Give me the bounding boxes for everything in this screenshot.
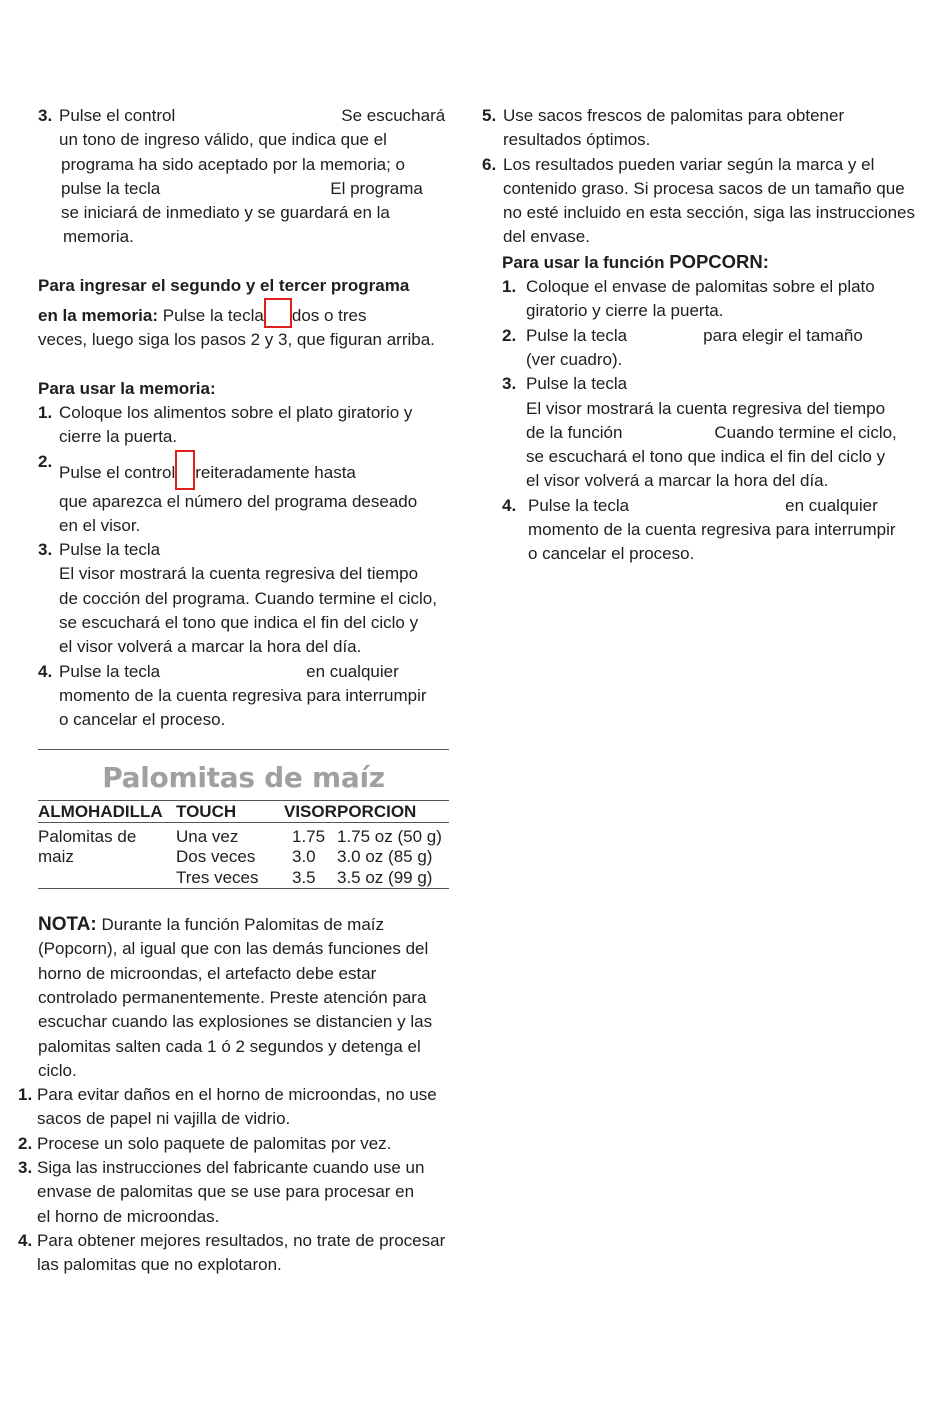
step-text: Para evitar daños en el horno de microondas, no use (37, 1085, 437, 1105)
list-item (38, 660, 456, 733)
step-text: Procese un solo paquete de palomitas por vez. (37, 1133, 392, 1153)
table-cell: 3.0 (292, 847, 316, 867)
nota-text: ciclo. (38, 1060, 77, 1080)
step-text: giratorio y cierre la puerta. (526, 301, 724, 321)
step-text: en cualquier (785, 495, 878, 515)
step-text: contenido graso. Si procesa sacos de un tamaño que (503, 178, 905, 198)
popcorn-table-block (38, 756, 456, 890)
step-text: El visor mostrará la cuenta regresiva del tiempo (59, 564, 419, 584)
nota-label: NOTA: (38, 914, 97, 936)
step-text: reiteradamente hasta (195, 462, 356, 482)
step-text: Pulse el control (59, 106, 176, 125)
step-text: se escuchará el tono que indica el fin del ciclo y (526, 447, 886, 467)
step-text: que aparezca el número del programa deseado (59, 491, 418, 511)
popcorn-table (38, 800, 449, 890)
list-item (38, 450, 456, 539)
section-heading: en la memoria: (38, 306, 158, 326)
step-text: Pulse el control (59, 462, 176, 482)
table-cell: 3.0 oz (85 g) (337, 847, 433, 867)
table-row (38, 847, 449, 868)
heading-text: Para usar la función (502, 252, 665, 272)
list-item (18, 1156, 456, 1229)
step-3-program (38, 104, 456, 250)
step-number: 2. (38, 451, 53, 471)
table-cell: 3.5 oz (99 g) (337, 868, 449, 889)
step-text: El visor mostrará la cuenta regresiva del tiempo (526, 398, 886, 418)
step-text: Para obtener mejores resultados, no trate de procesar (37, 1230, 446, 1250)
nota-text: palomitas salten cada 1 ó 2 segundos y detenga el (38, 1036, 421, 1056)
step-text: en el visor. (59, 515, 141, 535)
step-number: 4. (38, 661, 53, 681)
nota-text: escuchar cuando las explosiones se distancien y las (38, 1012, 433, 1032)
step-text: Los resultados pueden variar según la marca y el (503, 154, 875, 174)
step-number: 3. (502, 374, 517, 394)
step-number: 1. (502, 277, 517, 297)
step-text: un tono de ingreso válido, que indica que el (59, 130, 387, 150)
table-row (38, 868, 449, 889)
step-number: 4. (18, 1230, 33, 1250)
step-text: en cualquier (306, 661, 399, 681)
nota-text: Durante la función Palomitas de maíz (101, 915, 385, 935)
table-header-row (38, 800, 449, 822)
memory-control-box (175, 450, 195, 490)
table-cell: Una vez (176, 826, 239, 846)
step-text: o cancelar el proceso. (528, 544, 695, 564)
step-text: Pulse la tecla (59, 661, 161, 681)
step-text: del envase. (503, 227, 590, 247)
left-column (18, 104, 456, 1277)
list-item (502, 275, 922, 324)
column-header: VISOR (284, 801, 337, 821)
body-text: veces, luego siga los pasos 2 y 3, que figuran arriba. (38, 330, 435, 350)
column-header: PORCION (337, 800, 449, 822)
table-cell: 3.5 (284, 868, 337, 889)
step-text: Pulse la tecla (528, 495, 630, 515)
step-text: memoria. (63, 227, 134, 247)
step-text: cierre la puerta. (59, 427, 178, 447)
section-heading (502, 250, 922, 275)
step-text: momento de la cuenta regresiva para interrumpir (528, 520, 896, 540)
list-item (38, 538, 456, 659)
table-cell: Dos veces (176, 847, 256, 867)
second-program-section (38, 274, 456, 353)
step-text: Cuando termine el ciclo, (714, 422, 897, 442)
step-text: programa ha sido aceptado por la memoria; o (61, 154, 405, 174)
column-header: TOUCH (176, 800, 284, 822)
step-number: 5. (482, 106, 497, 125)
step-text: para elegir el tamaño (703, 325, 863, 345)
step-text: Pulse la tecla (59, 540, 161, 560)
list-item (502, 494, 922, 567)
step-text: el horno de microondas. (37, 1206, 220, 1226)
step-text: Coloque el envase de palomitas sobre el plato (526, 277, 875, 297)
step-number: 1. (18, 1085, 33, 1105)
step-text: (ver cuadro). (526, 349, 623, 369)
table-cell: 1.75 oz (50 g) (337, 826, 442, 846)
nota-text: controlado permanentemente. Preste atención para (38, 987, 427, 1007)
nota-text: (Popcorn), al igual que con las demás funciones del (38, 939, 429, 959)
table-top-rule (38, 749, 449, 750)
nota-list (18, 1083, 456, 1277)
right-column (482, 104, 922, 567)
step-text: no esté incluido en esta sección, siga las instrucciones (503, 203, 916, 223)
section-heading: Para usar la memoria: (38, 378, 216, 398)
nota-text: horno de microondas, el artefacto debe estar (38, 963, 377, 983)
list-item (482, 153, 922, 250)
table-cell: 1.75 (292, 826, 326, 846)
list-item (502, 372, 922, 493)
list-item (502, 324, 922, 373)
nota-section (18, 913, 456, 1277)
step-text: de cocción del programa. Cuando termine el ciclo, (59, 588, 437, 608)
step-number: 3. (38, 106, 53, 125)
step-text: o cancelar el proceso. (59, 710, 226, 730)
step-number: 4. (502, 495, 517, 515)
step-number: 3. (38, 540, 53, 560)
table-row (38, 822, 449, 847)
step-number: 2. (502, 325, 517, 345)
section-heading: Para ingresar el segundo y el tercer programa (38, 275, 410, 295)
step-text: pulse la tecla (61, 178, 161, 198)
body-text: dos o tres (291, 306, 367, 326)
step-text: las palomitas que no explotaron. (37, 1255, 282, 1275)
body-text: Pulse la tecla (162, 306, 264, 326)
step-number: 3. (18, 1158, 33, 1177)
table-cell: Palomitas de (38, 826, 137, 846)
table-cell: maiz (38, 847, 74, 867)
step-text: resultados óptimos. (503, 130, 651, 150)
step-text: Pulse la tecla (526, 325, 628, 345)
table-cell (38, 868, 176, 889)
step-text: Coloque los alimentos sobre el plato giratorio y (59, 402, 413, 422)
step-text: se escuchará el tono que indica el fin del ciclo y (59, 613, 419, 633)
step-text: El programa (330, 178, 423, 198)
list-item (38, 401, 456, 450)
list-item (18, 1083, 456, 1132)
list-item (18, 1132, 456, 1156)
step-text: el visor volverá a marcar la hora del día. (59, 637, 362, 657)
popcorn-section (482, 250, 922, 567)
step-text: Se escuchará (341, 106, 446, 125)
heading-text: POPCORN: (669, 250, 769, 272)
step-text: Pulse la tecla (526, 374, 628, 394)
step-number: 1. (38, 402, 53, 422)
step-number: 6. (482, 154, 497, 174)
step-text: Siga las instrucciones del fabricante cuando use un (37, 1158, 425, 1177)
step-text: el visor volverá a marcar la hora del día. (526, 471, 829, 491)
table-cell: Tres veces (176, 868, 284, 889)
list-item (18, 1229, 456, 1278)
column-header: ALMOHADILLA (38, 800, 176, 822)
memory-use-section (38, 377, 456, 733)
step-text: Use sacos frescos de palomitas para obtener (503, 106, 845, 125)
step-text: envase de palomitas que se use para procesar en (37, 1182, 415, 1202)
memory-key-box (264, 298, 292, 328)
step-number: 2. (18, 1133, 33, 1153)
step-text: momento de la cuenta regresiva para interrumpir (59, 685, 427, 705)
list-item (482, 104, 922, 153)
step-text: se iniciará de inmediato y se guardará en la (61, 203, 390, 223)
step-text: de la función (526, 422, 623, 442)
step-text: sacos de papel ni vajilla de vidrio. (37, 1109, 291, 1129)
table-title: Palomitas de maíz (102, 760, 385, 794)
